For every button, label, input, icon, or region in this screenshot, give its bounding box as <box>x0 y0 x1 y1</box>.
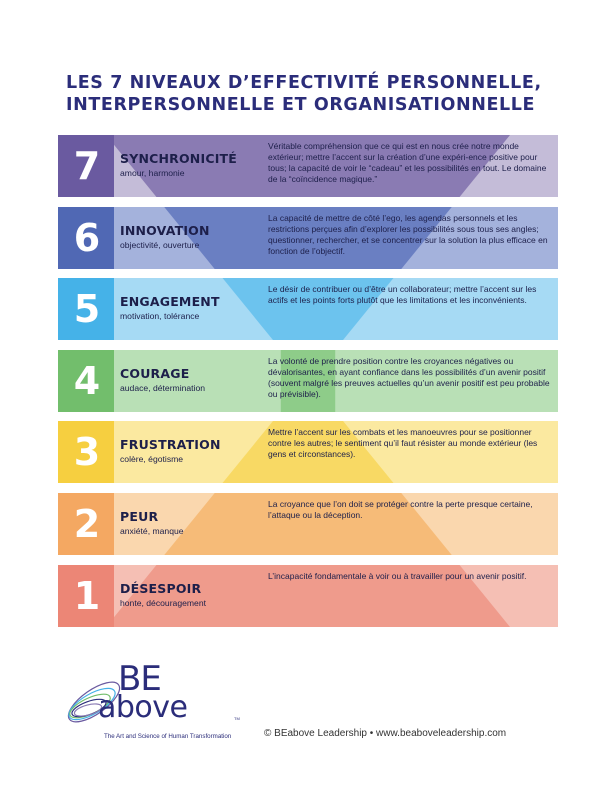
level-number: 5 <box>73 287 101 332</box>
title-line-2: INTERPERSONNELLE ET ORGANISATIONNELLE <box>66 95 536 115</box>
level-qualities: audace, détermination <box>120 382 206 393</box>
level-name: PEUR <box>120 509 159 524</box>
level-name: ENGAGEMENT <box>120 294 220 310</box>
level-band <box>58 350 558 412</box>
level-description: La capacité de mettre de côté l’ego, les agendas personnels et les restrictions perçues afin d’explorer les possibilités sous tous ses angles; questionner, rechercher, et se concentrer sur la solution la plus efficace en fonction de l’objectif. <box>268 212 548 256</box>
level-qualities: colère, égotisme <box>120 454 184 465</box>
level-number: 3 <box>73 430 101 475</box>
level-qualities: motivation, tolérance <box>120 311 200 322</box>
level-name: SYNCHRONICITÉ <box>120 151 238 166</box>
level-description: L’incapacité fondamentale à voir ou à travailler pour un avenir positif. <box>268 570 527 581</box>
level-number: 6 <box>73 215 101 260</box>
level-qualities: objectivité, ouverture <box>120 239 200 250</box>
level-band <box>58 493 558 555</box>
level-number: 2 <box>73 502 101 546</box>
footer-copyright: © BEabove Leadership • www.beaboveleadership.com <box>264 728 507 739</box>
level-qualities: anxiété, manque <box>120 526 184 536</box>
logo-wordmark-above: above <box>98 690 188 725</box>
level-description: Le désir de contribuer ou d’être un collaborateur; mettre l’accent sur les actifs et les points forts plutôt que les limitations et les inconvénients. <box>268 284 537 306</box>
level-qualities: amour, harmonie <box>120 168 185 178</box>
title-line-1: LES 7 NIVEAUX D’EFFECTIVITÉ PERSONNELLE, <box>66 73 542 93</box>
level-name: INNOVATION <box>120 222 210 238</box>
level-name: FRUSTRATION <box>120 437 221 453</box>
level-band <box>58 278 558 340</box>
level-description: La volonté de prendre position contre les croyances négatives ou dévalorisantes, en ayant confiance dans les possibilités d’un avenir positif (souvent malgré les preuves actuelles qu’un avenir positif est peu probable ou prévisible). <box>268 355 550 399</box>
logo-tagline: The Art and Science of Human Transformation <box>104 733 232 740</box>
level-band <box>58 135 558 197</box>
level-band <box>58 207 558 269</box>
logo-wordmark-be: BE <box>118 659 161 699</box>
level-number: 1 <box>73 573 101 618</box>
level-number: 4 <box>73 358 101 403</box>
level-number: 7 <box>73 144 101 188</box>
level-description: Mettre l’accent sur les combats et les manoeuvres pour se positionner contre les autres; le sentiment qu’il faut résister au monde extérieur (les gens et circonstances). <box>268 427 538 460</box>
level-band <box>58 421 558 483</box>
logo-trademark: TM <box>234 716 240 721</box>
level-description: Véritable compréhension que ce qui est en nous crée notre monde extérieur; mettre l’accent sur la création d’une expéri-ence positive pour tous; la capacité de voir le “cadeau” et les possibilités en tout. Le domaine de la “coïncidence magique.” <box>268 141 547 184</box>
level-description: La croyance que l’on doit se protéger contre la perte presque certaine, l’attaque ou la déception. <box>268 499 533 520</box>
level-name: DÉSESPOIR <box>120 580 202 596</box>
level-name: COURAGE <box>120 365 190 381</box>
level-band <box>58 565 558 627</box>
level-qualities: honte, découragement <box>120 597 207 608</box>
